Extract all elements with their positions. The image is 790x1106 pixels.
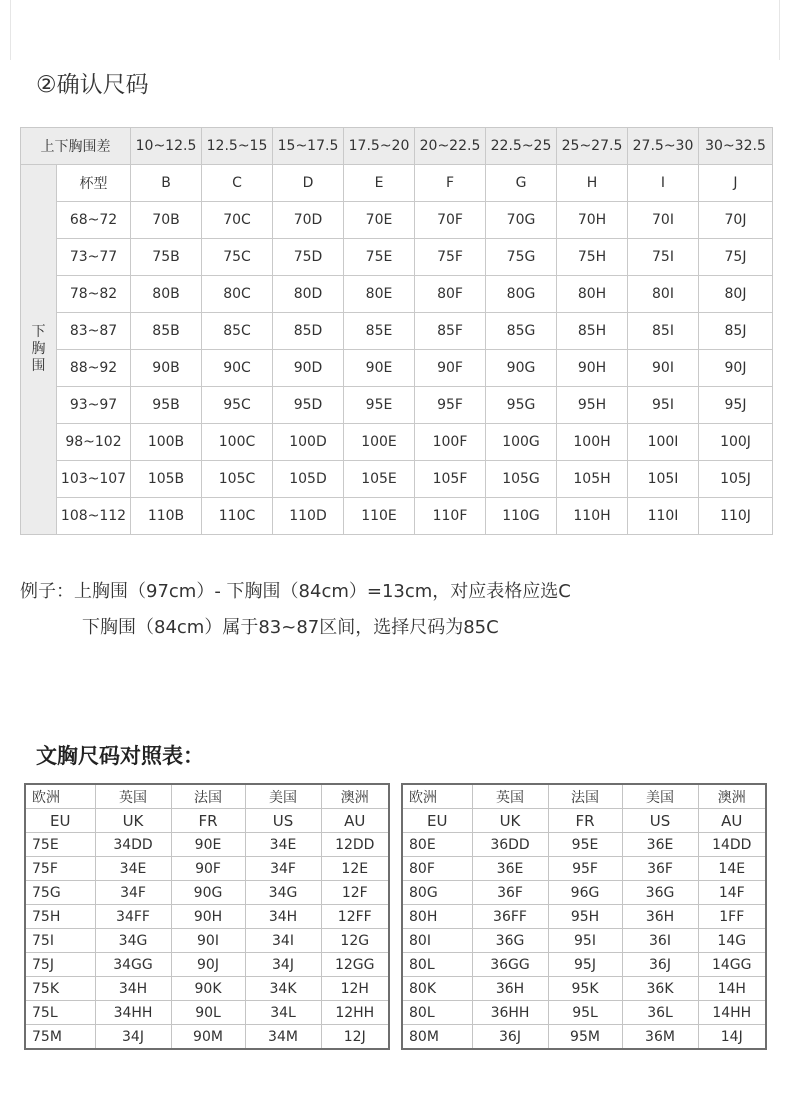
region-code: US [622,809,698,833]
size-row [21,202,773,239]
size-cell: 70B [131,202,202,239]
size-cell: 90D [273,350,344,387]
conversion-cell: 36L [622,1001,698,1025]
size-cell: 85F [415,313,486,350]
conversion-cell: 36F [472,881,548,905]
size-row [21,424,773,461]
region-code: US [245,809,321,833]
size-cell: 105D [273,461,344,498]
conversion-cell: 12H [321,977,389,1001]
size-cell: 70C [202,202,273,239]
conversion-cell: 80F [402,857,472,881]
diff-range-header: 25~27.5 [557,128,628,165]
cup-letter: E [344,165,415,202]
cup-letter: C [202,165,273,202]
size-cell: 110I [628,498,699,535]
conversion-table-right [401,783,767,1050]
conversion-cell: 95F [548,857,622,881]
diff-range-header: 17.5~20 [344,128,415,165]
conversion-title: 文胸尺码对照表： [36,744,204,768]
diff-range-header: 22.5~25 [486,128,557,165]
size-cell: 80H [557,276,628,313]
page-edge-left [10,0,11,60]
size-row [21,350,773,387]
conversion-cell: 90E [171,833,245,857]
size-cell: 100E [344,424,415,461]
size-cell: 95C [202,387,273,424]
cup-letter: H [557,165,628,202]
conversion-cell: 90F [171,857,245,881]
underbust-group-text: 下胸围 [31,324,46,374]
conversion-cell: 75I [25,929,95,953]
size-table [20,127,773,535]
conversion-cell: 34H [245,905,321,929]
example-line-1: 例子：上胸围（97cm）- 下胸围（84cm）=13cm，对应表格应选C [20,581,571,602]
diff-range-header: 10~12.5 [131,128,202,165]
region-code: UK [472,809,548,833]
size-cell: 105G [486,461,557,498]
size-cell: 110B [131,498,202,535]
size-row [21,239,773,276]
conversion-cell: 14DD [698,833,766,857]
size-cell: 85C [202,313,273,350]
conversion-cell: 12F [321,881,389,905]
size-cell: 105C [202,461,273,498]
conversion-cell: 36J [622,953,698,977]
size-cell: 95D [273,387,344,424]
conversion-cell: 34E [95,857,171,881]
conversion-cell: 34FF [95,905,171,929]
underbust-range: 103~107 [57,461,131,498]
conversion-cell: 90G [171,881,245,905]
size-cell: 100J [699,424,773,461]
conversion-cell: 34G [245,881,321,905]
conversion-cell: 12HH [321,1001,389,1025]
conversion-cell: 14J [698,1025,766,1050]
size-cell: 85D [273,313,344,350]
size-cell: 110J [699,498,773,535]
conversion-cell: 95J [548,953,622,977]
underbust-range: 93~97 [57,387,131,424]
conversion-cell: 34GG [95,953,171,977]
size-cell: 75D [273,239,344,276]
size-cell: 85E [344,313,415,350]
conversion-cell: 96G [548,881,622,905]
conversion-code-row [25,809,389,833]
region-code: AU [698,809,766,833]
size-cell: 90E [344,350,415,387]
conversion-cell: 80G [402,881,472,905]
region-header: 英国 [95,784,171,809]
size-cell: 75F [415,239,486,276]
region-code: UK [95,809,171,833]
underbust-range: 83~87 [57,313,131,350]
size-row [21,498,773,535]
conversion-cell: 34J [95,1025,171,1050]
size-cell: 85H [557,313,628,350]
conversion-cell: 12GG [321,953,389,977]
size-cell: 110C [202,498,273,535]
diff-range-header: 20~22.5 [415,128,486,165]
conversion-cell: 34HH [95,1001,171,1025]
conversion-row [25,905,389,929]
diff-range-header: 27.5~30 [628,128,699,165]
conversion-cell: 75G [25,881,95,905]
conversion-cell: 75E [25,833,95,857]
conversion-cell: 36DD [472,833,548,857]
conversion-cell: 36J [472,1025,548,1050]
conversion-cell: 75F [25,857,95,881]
conversion-row [402,953,766,977]
conversion-cell: 36E [472,857,548,881]
page-edge-right [779,0,780,60]
conversion-cell: 36HH [472,1001,548,1025]
conversion-row [402,1001,766,1025]
size-cell: 100D [273,424,344,461]
size-cell: 85I [628,313,699,350]
conversion-code-row [402,809,766,833]
conversion-cell: 34L [245,1001,321,1025]
conversion-cell: 12DD [321,833,389,857]
conversion-row [25,977,389,1001]
conversion-row [25,929,389,953]
size-cell: 100B [131,424,202,461]
conversion-cell: 36G [622,881,698,905]
conversion-cell: 36E [622,833,698,857]
cup-letter: G [486,165,557,202]
diff-range-header: 15~17.5 [273,128,344,165]
size-cell: 110D [273,498,344,535]
size-cell: 95J [699,387,773,424]
conversion-cell: 80M [402,1025,472,1050]
conversion-cell: 90K [171,977,245,1001]
size-cell: 70D [273,202,344,239]
conversion-row [25,833,389,857]
size-cell: 80B [131,276,202,313]
conversion-cell: 34H [95,977,171,1001]
conversion-cell: 95L [548,1001,622,1025]
conversion-cell: 36G [472,929,548,953]
region-code: EU [402,809,472,833]
conversion-cell: 14HH [698,1001,766,1025]
conversion-cell: 34E [245,833,321,857]
conversion-row [402,857,766,881]
conversion-cell: 90I [171,929,245,953]
section-title-confirm-size: ②确认尺码 [36,72,149,98]
size-cell: 75B [131,239,202,276]
conversion-row [402,905,766,929]
cup-letter: D [273,165,344,202]
region-header: 美国 [245,784,321,809]
conversion-row [402,1025,766,1050]
size-cell: 110E [344,498,415,535]
size-cell: 85G [486,313,557,350]
region-code: FR [171,809,245,833]
region-header: 美国 [622,784,698,809]
size-cell: 95F [415,387,486,424]
size-cell: 75J [699,239,773,276]
conversion-cell: 90M [171,1025,245,1050]
size-cell: 75E [344,239,415,276]
region-code: FR [548,809,622,833]
conversion-cell: 14E [698,857,766,881]
conversion-cell: 75K [25,977,95,1001]
size-cell: 100F [415,424,486,461]
conversion-cell: 75L [25,1001,95,1025]
conversion-cell: 36F [622,857,698,881]
conversion-cell: 75M [25,1025,95,1050]
conversion-cell: 34G [95,929,171,953]
size-cell: 75C [202,239,273,276]
size-cell: 70G [486,202,557,239]
size-row [21,461,773,498]
cup-row [21,165,773,202]
size-cell: 95E [344,387,415,424]
conversion-cell: 12E [321,857,389,881]
conversion-cell: 80H [402,905,472,929]
example-line-2: 下胸围（84cm）属于83~87区间，选择尺码为85C [82,617,499,638]
size-cell: 70J [699,202,773,239]
underbust-range: 88~92 [57,350,131,387]
size-cell: 90B [131,350,202,387]
size-cell: 80J [699,276,773,313]
size-cell: 110G [486,498,557,535]
conversion-cell: 36H [622,905,698,929]
size-cell: 100H [557,424,628,461]
size-cell: 95I [628,387,699,424]
region-header: 欧洲 [402,784,472,809]
size-cell: 80G [486,276,557,313]
size-row [21,387,773,424]
conversion-row [25,1001,389,1025]
size-cell: 75G [486,239,557,276]
conversion-cell: 36FF [472,905,548,929]
conversion-cell: 75J [25,953,95,977]
conversion-cell: 34F [245,857,321,881]
size-row [21,276,773,313]
region-header: 澳洲 [321,784,389,809]
conversion-header-row [25,784,389,809]
size-cell: 95H [557,387,628,424]
region-header: 英国 [472,784,548,809]
conversion-cell: 14GG [698,953,766,977]
size-cell: 105J [699,461,773,498]
size-cell: 90J [699,350,773,387]
size-cell: 90H [557,350,628,387]
conversion-cell: 80I [402,929,472,953]
conversion-cell: 36K [622,977,698,1001]
conversion-cell: 34J [245,953,321,977]
size-cell: 75H [557,239,628,276]
conversion-cell: 36GG [472,953,548,977]
conversion-row [402,929,766,953]
size-cell: 105I [628,461,699,498]
conversion-cell: 90H [171,905,245,929]
conversion-cell: 95E [548,833,622,857]
size-cell: 80I [628,276,699,313]
conversion-cell: 36H [472,977,548,1001]
underbust-range: 78~82 [57,276,131,313]
conversion-row [25,881,389,905]
size-cell: 100C [202,424,273,461]
cup-label: 杯型 [57,165,131,202]
region-code: EU [25,809,95,833]
cup-letter: F [415,165,486,202]
conversion-row [402,977,766,1001]
conversion-cell: 34DD [95,833,171,857]
conversion-cell: 14H [698,977,766,1001]
conversion-cell: 95H [548,905,622,929]
size-cell: 90G [486,350,557,387]
size-cell: 85J [699,313,773,350]
size-cell: 110F [415,498,486,535]
size-cell: 80F [415,276,486,313]
conversion-cell: 90L [171,1001,245,1025]
conversion-cell: 34K [245,977,321,1001]
cup-letter: B [131,165,202,202]
conversion-cell: 95M [548,1025,622,1050]
conversion-cell: 12J [321,1025,389,1050]
conversion-cell: 90J [171,953,245,977]
conversion-cell: 95K [548,977,622,1001]
underbust-range: 98~102 [57,424,131,461]
size-cell: 80E [344,276,415,313]
conversion-row [25,857,389,881]
conversion-cell: 80K [402,977,472,1001]
conversion-row [402,881,766,905]
conversion-row [25,1025,389,1050]
conversion-cell: 34I [245,929,321,953]
conversion-header-row [402,784,766,809]
conversion-cell: 75H [25,905,95,929]
size-cell: 70I [628,202,699,239]
conversion-cell: 80E [402,833,472,857]
conversion-cell: 12G [321,929,389,953]
size-cell: 80D [273,276,344,313]
underbust-range: 108~112 [57,498,131,535]
diff-range-header: 12.5~15 [202,128,273,165]
conversion-cell: 12FF [321,905,389,929]
size-cell: 100G [486,424,557,461]
conversion-cell: 34M [245,1025,321,1050]
size-cell: 90F [415,350,486,387]
size-cell: 105B [131,461,202,498]
diff-range-header: 30~32.5 [699,128,773,165]
size-row [21,313,773,350]
region-code: AU [321,809,389,833]
conversion-cell: 34F [95,881,171,905]
conversion-row [402,833,766,857]
size-cell: 80C [202,276,273,313]
conversion-cell: 95I [548,929,622,953]
size-cell: 90C [202,350,273,387]
size-cell: 70H [557,202,628,239]
size-cell: 70E [344,202,415,239]
size-cell: 85B [131,313,202,350]
conversion-cell: 36M [622,1025,698,1050]
size-cell: 100I [628,424,699,461]
conversion-cell: 14F [698,881,766,905]
size-cell: 90I [628,350,699,387]
cup-letter: I [628,165,699,202]
size-cell: 110H [557,498,628,535]
conversion-row [25,953,389,977]
size-cell: 105H [557,461,628,498]
conversion-table-left [24,783,390,1050]
size-cell: 105F [415,461,486,498]
size-cell: 105E [344,461,415,498]
corner-label: 上下胸围差 [21,128,131,165]
conversion-cell: 36I [622,929,698,953]
size-cell: 70F [415,202,486,239]
size-cell: 75I [628,239,699,276]
conversion-cell: 1FF [698,905,766,929]
size-cell: 95G [486,387,557,424]
region-header: 法国 [548,784,622,809]
region-header: 澳洲 [698,784,766,809]
cup-letter: J [699,165,773,202]
region-header: 法国 [171,784,245,809]
size-table-header-row [21,128,773,165]
conversion-cell: 80L [402,1001,472,1025]
underbust-group-label [21,165,57,535]
underbust-range: 68~72 [57,202,131,239]
size-cell: 95B [131,387,202,424]
conversion-cell: 80L [402,953,472,977]
underbust-range: 73~77 [57,239,131,276]
region-header: 欧洲 [25,784,95,809]
conversion-cell: 14G [698,929,766,953]
